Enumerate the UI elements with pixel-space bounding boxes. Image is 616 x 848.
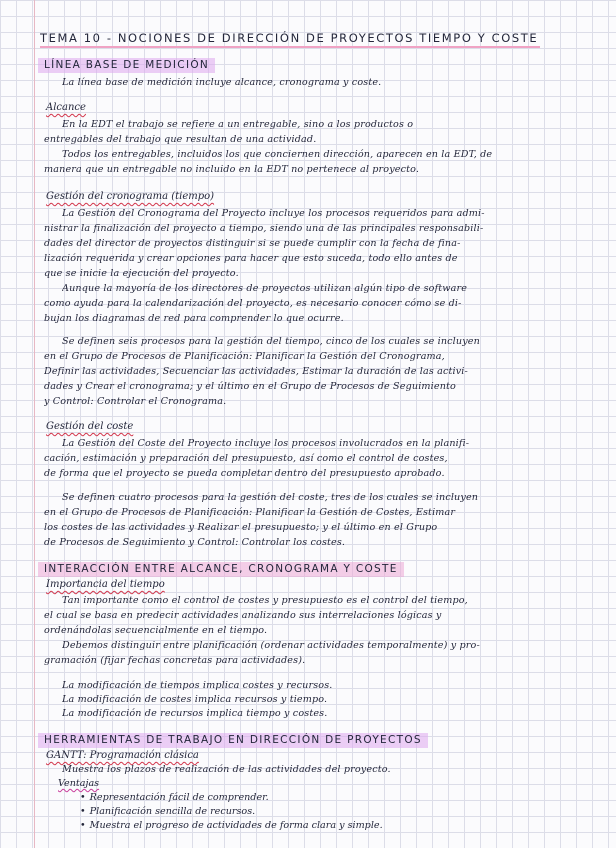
text-line: Todos los entregables, incluidos los que conciernen dirección, aparecen en la EDT, de [62,149,493,160]
subheading-coste: Gestión del coste [46,421,134,432]
text-line: La modificación de costes implica recursos y tiempo. [62,694,328,705]
text-line: en el Grupo de Procesos de Planificación: Planificar la Gestión del Cronograma, [44,351,445,362]
text-line: Definir las actividades, Secuenciar las actividades, Estimar la duración de las activi- [44,366,468,377]
text-line: como ayuda para la calendarización del proyecto, es necesario conocer cómo se di- [44,298,462,309]
text-line: En la EDT el trabajo se refiere a un entregable, sino a los productos o [62,119,414,130]
text-line: La modificación de recursos implica tiempo y costes. [62,708,328,719]
subheading-ventajas: Ventajas [58,778,100,789]
text-line: La línea base de medición incluye alcance, cronograma y coste. [62,77,382,88]
text-line: manera que un entregable no incluido en la EDT no pertenece al proyecto. [44,164,420,175]
text-line: Aunque la mayoría de los directores de proyectos utilizan algún tipo de software [62,283,468,294]
text-line: Muestra los plazos de realización de las actividades del proyecto. [62,764,391,775]
bullet-icon: • [80,792,86,803]
subheading-gantt: GANTT: Programación clásica [46,750,199,761]
list-item-text: Planificación sencilla de recursos. [89,806,256,817]
list-item [80,820,383,832]
bullet-icon: • [80,806,86,817]
text-line: bujan los diagramas de red para comprender lo que ocurre. [44,313,344,324]
section-heading-herramientas: HERRAMIENTAS DE TRABAJO EN DIRECCIÓN DE PROYECTOS [38,733,428,748]
text-line: en el Grupo de Procesos de Planificación: Planificar la Gestión de Costes, Estimar [44,507,456,518]
subheading-alcance: Alcance [46,102,86,113]
list-item [80,806,255,818]
section-heading-linea-base: LÍNEA BASE DE MEDICIÓN [38,58,215,73]
subheading-importancia-tiempo: Importancia del tiempo [46,579,165,590]
text-line: nistrar la finalización del proyecto a tiempo, siendo una de las principales responsabili- [44,223,484,234]
text-line: Debemos distinguir entre planificación (ordenar actividades temporalmente) y pro- [62,640,480,651]
section-heading-interaccion: INTERACCIÓN ENTRE ALCANCE, CRONOGRAMA Y COSTE [38,562,404,577]
text-line: dades y Crear el cronograma; y el último en el Grupo de Procesos de Seguimiento [44,381,456,392]
page-title: TEMA 10 - NOCIONES DE DIRECCIÓN DE PROYECTOS TIEMPO Y COSTE [40,30,540,48]
subheading-cronograma: Gestión del cronograma (tiempo) [46,191,215,202]
text-line: cación, estimación y preparación del presupuesto, así como el control de costes, [44,453,448,464]
text-line: de forma que el proyecto se pueda completar dentro del presupuesto aprobado. [44,468,445,479]
text-line: gramación (fijar fechas concretas para actividades). [44,655,306,666]
bullet-icon: • [80,820,86,831]
text-line: y Control: Controlar el Cronograma. [44,396,227,407]
text-line: Se definen seis procesos para la gestión del tiempo, cinco de los cuales se incluyen [62,336,480,347]
text-line: La modificación de tiempos implica costes y recursos. [62,680,333,691]
list-item-text: Representación fácil de comprender. [89,792,269,803]
text-line: entregables del trabajo que resultan de una actividad. [44,134,317,145]
text-line: que se inicie la ejecución del proyecto. [44,268,239,279]
margin-line [34,0,35,848]
list-item-text: Muestra el progreso de actividades de forma clara y simple. [89,820,383,831]
list-item [80,792,269,804]
text-line: ordenándolas secuencialmente en el tiempo. [44,625,268,636]
text-line: los costes de las actividades y Realizar el presupuesto; y el último en el Grupo [44,522,438,533]
text-line: dades del director de proyectos distinguir si se puede cumplir con la fecha de fina- [44,238,461,249]
text-line: Tan importante como el control de costes y presupuesto es el control del tiempo, [62,595,468,606]
text-line: Se definen cuatro procesos para la gestión del coste, tres de los cuales se incluyen [62,492,479,503]
text-line: La Gestión del Coste del Proyecto incluye los procesos involucrados en la planifi- [62,438,470,449]
text-line: lización requerida y crear opciones para hacer que esto suceda, todo ello antes de [44,253,458,264]
text-line: el cual se basa en predecir actividades analizando sus interrelaciones lógicas y [44,610,442,621]
text-line: de Procesos de Seguimiento y Control: Controlar los costes. [44,537,346,548]
text-line: La Gestión del Cronograma del Proyecto incluye los procesos requeridos para admi- [62,208,485,219]
